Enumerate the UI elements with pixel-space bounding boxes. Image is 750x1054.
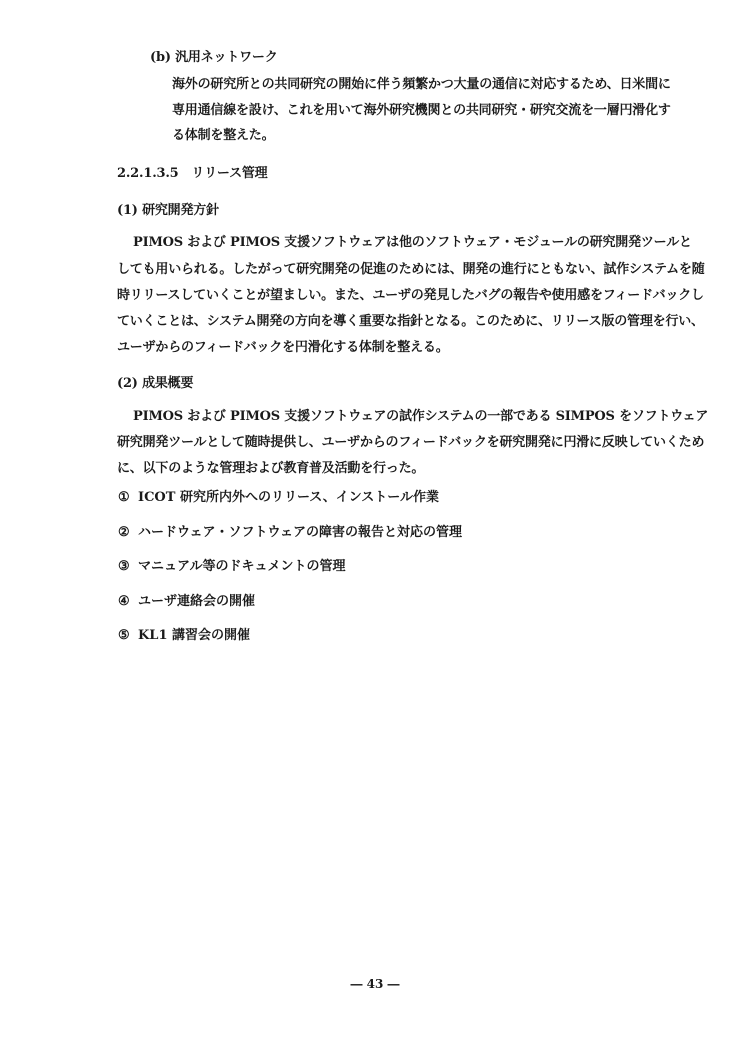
paragraph-line: る体制を整えた。 [172,128,275,143]
page-number: ― 43 ― [350,977,400,991]
list-item-text: マニュアル等のドキュメントの管理 [138,559,346,574]
list-marker: ② [118,524,130,540]
list-marker: ① [118,490,130,505]
paragraph-line: PIMOS および PIMOS 支援ソフトウェアは他のソフトウェア・モジュールの研究開発ツールと [133,235,692,250]
list-marker: ③ [118,559,130,574]
list-item [118,525,462,560]
paragraph-line: 研究開発ツールとして随時提供し、ユーザからのフィードバックを研究開発に円滑に反映していくため [117,435,705,450]
policy-heading: (1) 研究開発方針 [117,203,219,218]
paragraph-line: しても用いられる。したがって研究開発の促進のためには、開発の進行にともない、試作システムを随 [117,262,705,277]
list-item [118,594,462,629]
section-title: 2.2.1.3.5 リリース管理 [117,166,268,181]
list-item [118,628,462,663]
list-item [118,490,462,525]
list-item-text: ICOT 研究所内外へのリリース、インストール作業 [138,490,440,505]
paragraph-line: ユーザからのフィードバックを円滑化する体制を整える。 [117,340,449,355]
paragraph-line: ていくことは、システム開発の方向を導く重要な指針となる。このために、リリース版の管理を行い、 [117,314,704,329]
results-heading: (2) 成果概要 [117,376,194,391]
list-marker: ⑤ [118,628,130,643]
list-item-text: ユーザ連絡会の開催 [138,593,256,609]
list-item [118,559,462,594]
list-marker: ④ [118,593,130,609]
paragraph-line: PIMOS および PIMOS 支援ソフトウェアの試作システムの一部である SIMPOS をソフトウェア [133,409,709,424]
paragraph-line: 専用通信線を設け、これを用いて海外研究機関との共同研究・研究交流を一層円滑化す [172,103,671,118]
list-item-text: KL1 講習会の開催 [138,628,251,643]
paragraph-line: 時リリースしていくことが望ましい。また、ユーザの発見したバグの報告や使用感をフィードバックし [117,288,704,303]
paragraph-line: 海外の研究所との共同研究の開始に伴う頻繁かつ大量の通信に対応するため、日米間に [172,77,671,92]
list-item-text: ハードウェア・ソフトウェアの障害の報告と対応の管理 [138,524,462,540]
results-list [118,490,462,663]
subsection-b-heading: (b) 汎用ネットワーク [150,50,278,65]
paragraph-line: に、以下のような管理および教育普及活動を行った。 [117,461,425,476]
